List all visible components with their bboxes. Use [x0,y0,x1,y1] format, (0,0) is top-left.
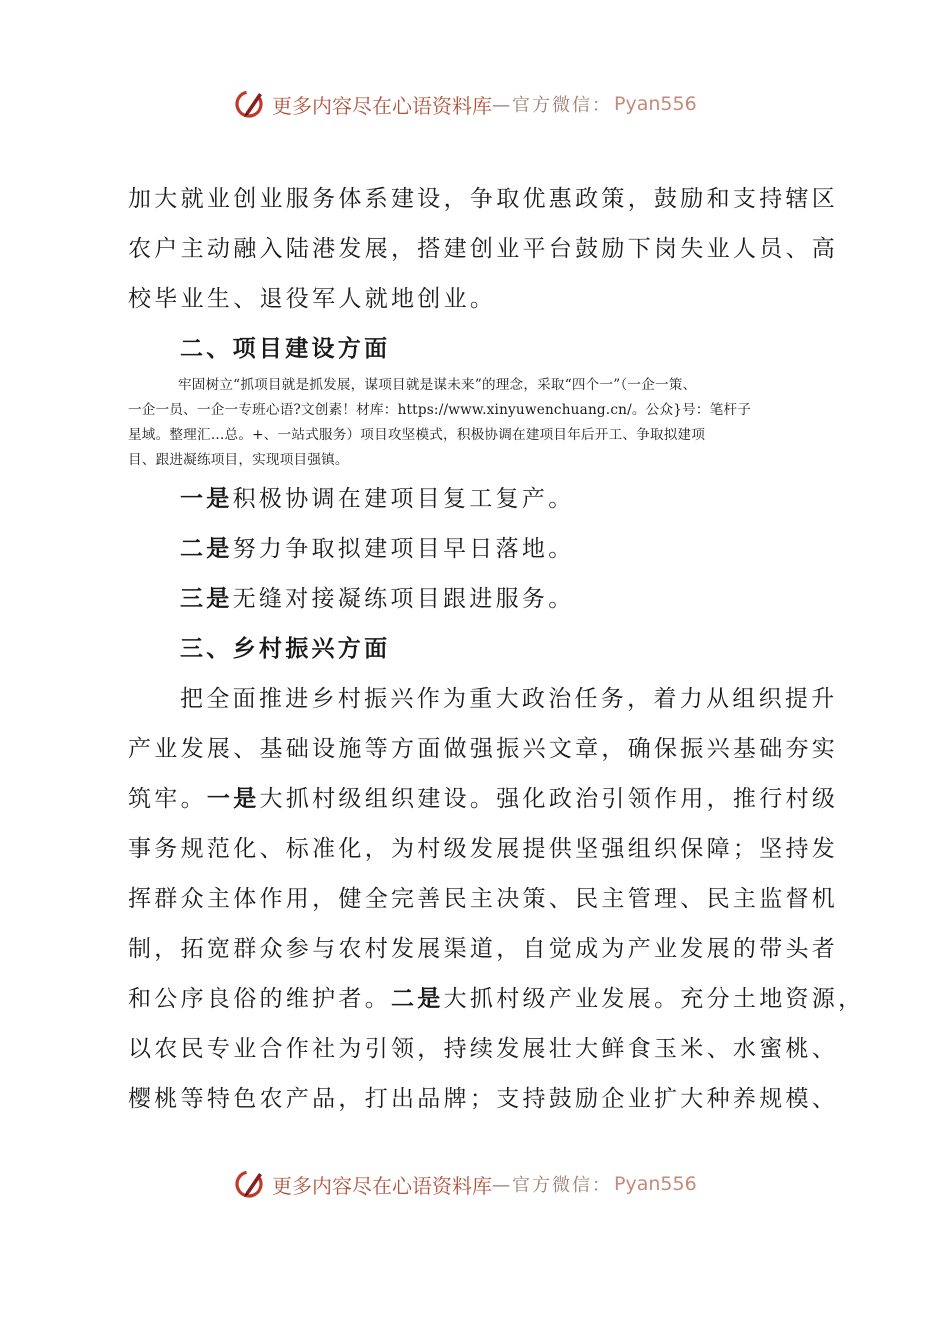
list-item-text: 无缝对接凝练项目跟进服务。 [232,586,575,612]
body-text: 筑牢。 [128,786,207,812]
section-heading-rural: 三、乡村振兴方面 [180,635,391,662]
small-text-line: 一企一员、一企一专班心语?文创素！材库：https://www.xinyuwenchuang.cn/。公众}号：笔杆子 [128,402,752,418]
footer-banner [232,1164,697,1204]
list-item-text: 积极协调在建项目复工复产。 [232,486,575,512]
body-line [128,984,864,1014]
body-line: 制，拓宽群众参与农村发展渠道，自觉成为产业发展的带头者 [128,936,839,962]
pen-logo-icon [232,1166,268,1202]
pen-logo-icon [232,86,268,122]
header-banner [232,84,697,124]
emphasis-lead: 二是 [391,985,444,1012]
banner-wechat-id: Pyan556 [614,1173,697,1195]
body-line: 挥群众主体作用，健全完善民主决策、民主管理、民主监督机 [128,886,839,912]
body-line: 产业发展、基础设施等方面做强振兴文章，确保振兴基础夯实 [128,736,839,762]
section-heading-projects: 二、项目建设方面 [180,335,391,362]
banner-wechat-id: Pyan556 [614,93,697,115]
body-line: 事务规范化、标准化，为村级发展提供坚强组织保障；坚持发 [128,836,839,862]
body-line: 加大就业创业服务体系建设，争取优惠政策，鼓励和支持辖区 [128,186,839,212]
banner-wechat-label: —官方微信： [492,95,612,116]
body-line [128,784,838,814]
banner-title: 更多内容尽在心语资料库 [272,93,492,118]
small-text-line: 星域。整理汇…总。+、一站式服务）项目攻坚模式，积极协调在建项目年后开工、争取拟建项 [128,427,706,443]
body-line: 农户主动融入陆港发展，搭建创业平台鼓励下岗失业人员、高 [128,236,839,262]
body-text: 大抓村级组织建设。强化政治引领作用，推行村级 [259,786,839,812]
body-line: 把全面推进乡村振兴作为重大政治任务，着力从组织提升 [180,686,838,712]
banner-title: 更多内容尽在心语资料库 [272,1173,492,1198]
list-item-lead: 三是 [180,585,233,612]
emphasis-lead: 一是 [206,785,260,812]
list-item-text: 努力争取拟建项目早日落地。 [232,536,575,562]
body-text: 大抓村级产业发展。充分土地资源， [443,986,865,1012]
list-item [180,534,575,564]
body-line: 校毕业生、退役军人就地创业。 [128,286,497,312]
body-line: 以农民专业合作社为引领，持续发展壮大鲜食玉米、水蜜桃、 [128,1036,839,1062]
list-item-lead: 二是 [180,535,233,562]
banner-wechat-label: —官方微信： [492,1175,612,1196]
list-item-lead: 一是 [180,485,233,512]
body-text: 和公序良俗的维护者。 [128,986,391,1012]
small-text-line: 牢固树立“抓项目就是抓发展，谋项目就是谋未来”的理念，采取“四个一”（一企一策、 [178,377,697,393]
list-item [180,584,575,614]
body-line: 樱桃等特色农产品，打出品牌；支持鼓励企业扩大种养规模、 [128,1086,839,1112]
small-text-line: 目、跟进凝练项目，实现项目强镇。 [128,452,349,468]
list-item [180,484,575,514]
